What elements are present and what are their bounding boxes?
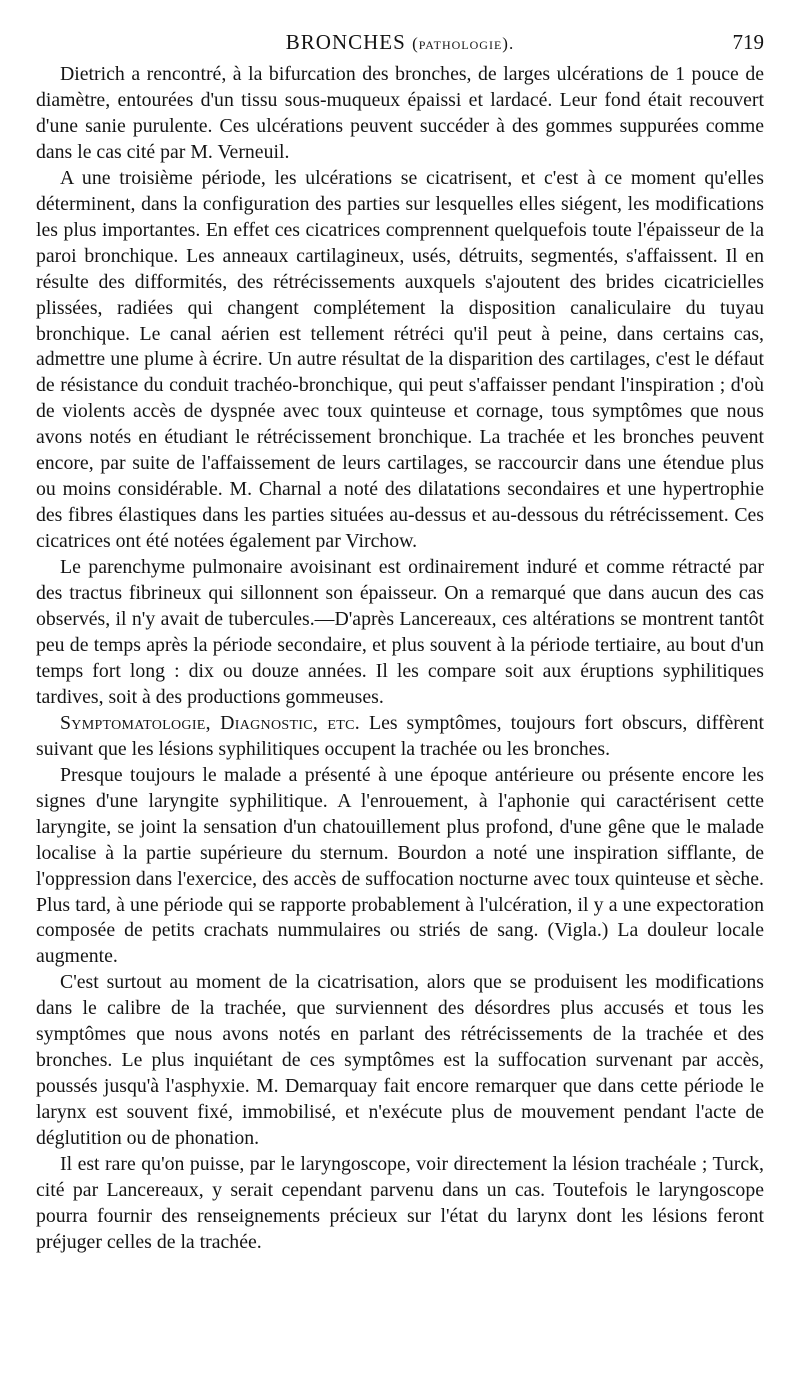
running-header: [36, 0, 764, 62]
paragraph-text: Dietrich a rencontré, à la bifurcation des bronches, de larges ulcérations de 1 pouce de diamètre, entourées d'un tissu sous-muqueux épaissi et lardacé. Leur fond était recouvert d'une sanie purulente. Ces ulcérations peuvent succéder à des gommes suppurées comme dans le cas cité par M. Verneuil.: [36, 63, 764, 163]
paragraph-3: [36, 555, 764, 711]
paragraph-text: A une troisième période, les ulcérations se cicatrisent, et c'est à ce moment qu'elles déterminent, dans la configuration des parties sur lesquelles elles siégent, les modifications les plus importantes. En effet ces cicatrices comprennent quelquefois toute l'épaisseur de la paroi bronchique. Les anneaux cartilagineux, usés, détruits, segmentés, s'affaissent. Il en résulte des difformités, des rétrécissements auxquels s'ajoutent des brides cicatricielles plissées, radiées qui changent complétement la disposition canaliculaire du tuyau bronchique. Le canal aérien est tellement rétréci qu'il peut à peine, dans certains cas, admettre une plume à écrire. Un autre résultat de la disparition des cartilages, c'est le défaut de résistance du conduit trachéo-bronchique, qui peut s'affaisser pendant l'inspiration ; d'où de violents accès de dyspnée avec toux quinteuse et cornage, tous symptômes que nous avons notés en étudiant le rétrécissement bronchique. La trachée et les bronches peuvent encore, par suite de l'affaissement de leurs cartilages, se raccourcir dans une étendue plus ou moins considérable. M. Charnal a noté des dilatations secondaires et une hypertrophie des fibres élastiques dans les parties situées au-dessus et au-dessous du rétrécissement. Ces cicatrices ont été notées également par Virchow.: [36, 166, 764, 553]
paragraph-5: [36, 763, 764, 971]
paragraph-text: C'est surtout au moment de la cicatrisation, alors que se produisent les modifications dans le calibre de la trachée, que surviennent des désordres plus accusés et tous les symptômes que nous avons notés en parlant des rétrécissements de la trachée et des bronches. Le plus inquiétant de ces symptômes est la suffocation survenant par accès, poussés jusqu'à l'asphyxie. M. Demarquay fait encore remarquer que dans cette période le larynx est souvent fixé, immobilisé, et n'exécute plus de mouvement pendant l'acte de déglutition ou de phonation.: [36, 971, 764, 1150]
paragraph-text: Il est rare qu'on puisse, par le laryngoscope, voir directement la lésion trachéale ; Turck, cité par Lancereaux, y serait cependant parvenu dans un cas. Toutefois le laryngoscope pourra fournir des renseignements précieux sur l'état du larynx dont les lésions feront préjuger celles de la trachée.: [36, 1153, 764, 1253]
paragraph-4: [36, 711, 764, 763]
paragraph-text: Les symptômes, toujours fort obscurs, diffèrent suivant que les lésions syphilitiques occupent la trachée ou les bronches.: [36, 711, 765, 760]
paragraph-1: [36, 62, 764, 166]
paragraph-2: [36, 166, 764, 555]
running-title-sub: (pathologie).: [412, 34, 515, 53]
body-text: [36, 62, 764, 1256]
section-heading: Symptomatologie, Diagnostic, etc.: [60, 711, 361, 734]
paragraph-6: [36, 970, 764, 1152]
running-title-main: BRONCHES: [285, 30, 406, 54]
paragraph-text: Presque toujours le malade a présenté à une époque antérieure ou présente encore les signes d'une laryngite syphilitique. A l'enrouement, à l'aphonie qui caractérisent cette laryngite, se joint la sensation d'un chatouillement plus profond, d'une gêne que le malade localise à la partie supérieure du sternum. Bourdon a noté une inspiration sifflante, de l'oppression dans l'exercice, des accès de suffocation nocturne avec toux quinteuse et sèche. Plus tard, à une période qui se rapporte probablement à l'ulcération, il y a une expectoration composée de petits crachats nummulaires ou striés de sang. (Vigla.) La douleur locale augmente.: [36, 763, 764, 968]
page-number: 719: [732, 30, 764, 54]
paragraph-7: [36, 1152, 764, 1256]
paragraph-text: Le parenchyme pulmonaire avoisinant est ordinairement induré et comme rétracté par des tractus fibrineux qui sillonnent son épaisseur. On a remarqué que dans aucun des cas observés, il n'y avait de tubercules.—D'après Lancereaux, ces altérations se montrent tantôt peu de temps après la période secondaire, et plus souvent à la période tertiaire, au bout d'un temps fort long : dix ou douze années. Il les compare soit aux éruptions syphilitiques tardives, soit à des productions gommeuses.: [36, 556, 764, 708]
running-title: [36, 30, 764, 55]
